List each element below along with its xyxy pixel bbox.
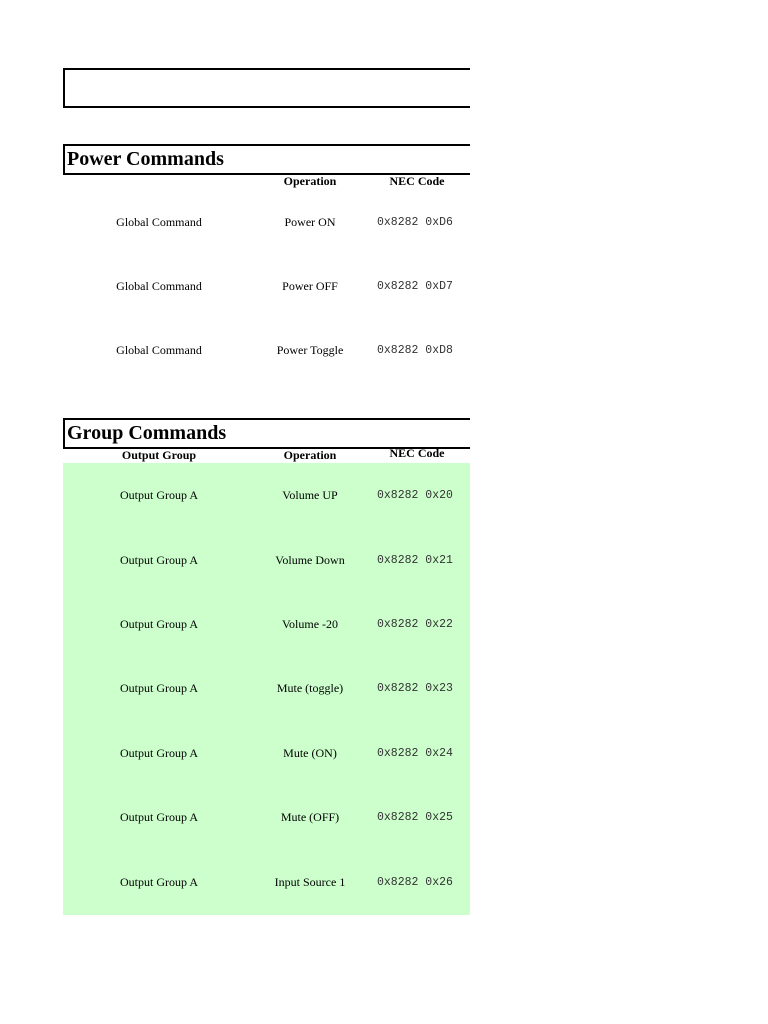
group-row-target: Output Group A	[120, 875, 198, 889]
group-commands-heading: Group Commands	[63, 418, 470, 449]
power-commands-heading: Power Commands	[63, 144, 470, 175]
group-row-operation: Mute (OFF)	[280, 810, 340, 824]
power-row-target: Global Command	[116, 215, 202, 229]
power-row-nec-code: 0x8282 0xD8	[377, 344, 453, 357]
group-operation-header: Operation	[283, 448, 337, 462]
power-row-target: Global Command	[116, 279, 202, 293]
group-row-nec-code: 0x8282 0x23	[377, 682, 453, 695]
group-row-operation: Volume -20	[281, 617, 339, 631]
power-row-target: Global Command	[116, 343, 202, 357]
power-row-nec-code: 0x8282 0xD6	[377, 216, 453, 229]
group-row-target: Output Group A	[120, 810, 198, 824]
group-row-operation: Mute (toggle)	[276, 681, 344, 695]
group-row-nec-code: 0x8282 0x26	[377, 876, 453, 889]
group-row-target: Output Group A	[120, 681, 198, 695]
group-row-target: Output Group A	[120, 553, 198, 567]
group-row-nec-code: 0x8282 0x20	[377, 489, 453, 502]
group-row-target: Output Group A	[120, 488, 198, 502]
group-row-nec-code: 0x8282 0x22	[377, 618, 453, 631]
group-nec-code-header: NEC Code	[389, 446, 445, 460]
group-row-target: Output Group A	[120, 746, 198, 760]
power-row-operation: Power ON	[284, 215, 336, 229]
power-row-operation: Power OFF	[282, 279, 338, 293]
group-row-nec-code: 0x8282 0x25	[377, 811, 453, 824]
group-row-operation: Volume Down	[275, 553, 345, 567]
power-nec-code-header: NEC Code	[389, 174, 445, 188]
power-row-nec-code: 0x8282 0xD7	[377, 280, 453, 293]
power-operation-header: Operation	[283, 174, 337, 188]
group-row-operation: Volume UP	[282, 488, 338, 502]
group-row-nec-code: 0x8282 0x21	[377, 554, 453, 567]
group-row-operation: Input Source 1	[274, 875, 346, 889]
group-row-target: Output Group A	[120, 617, 198, 631]
group-row-operation: Mute (ON)	[283, 746, 337, 760]
document-title-box	[63, 68, 470, 108]
power-row-operation: Power Toggle	[276, 343, 344, 357]
group-output-group-header: Output Group	[121, 448, 197, 462]
group-row-nec-code: 0x8282 0x24	[377, 747, 453, 760]
